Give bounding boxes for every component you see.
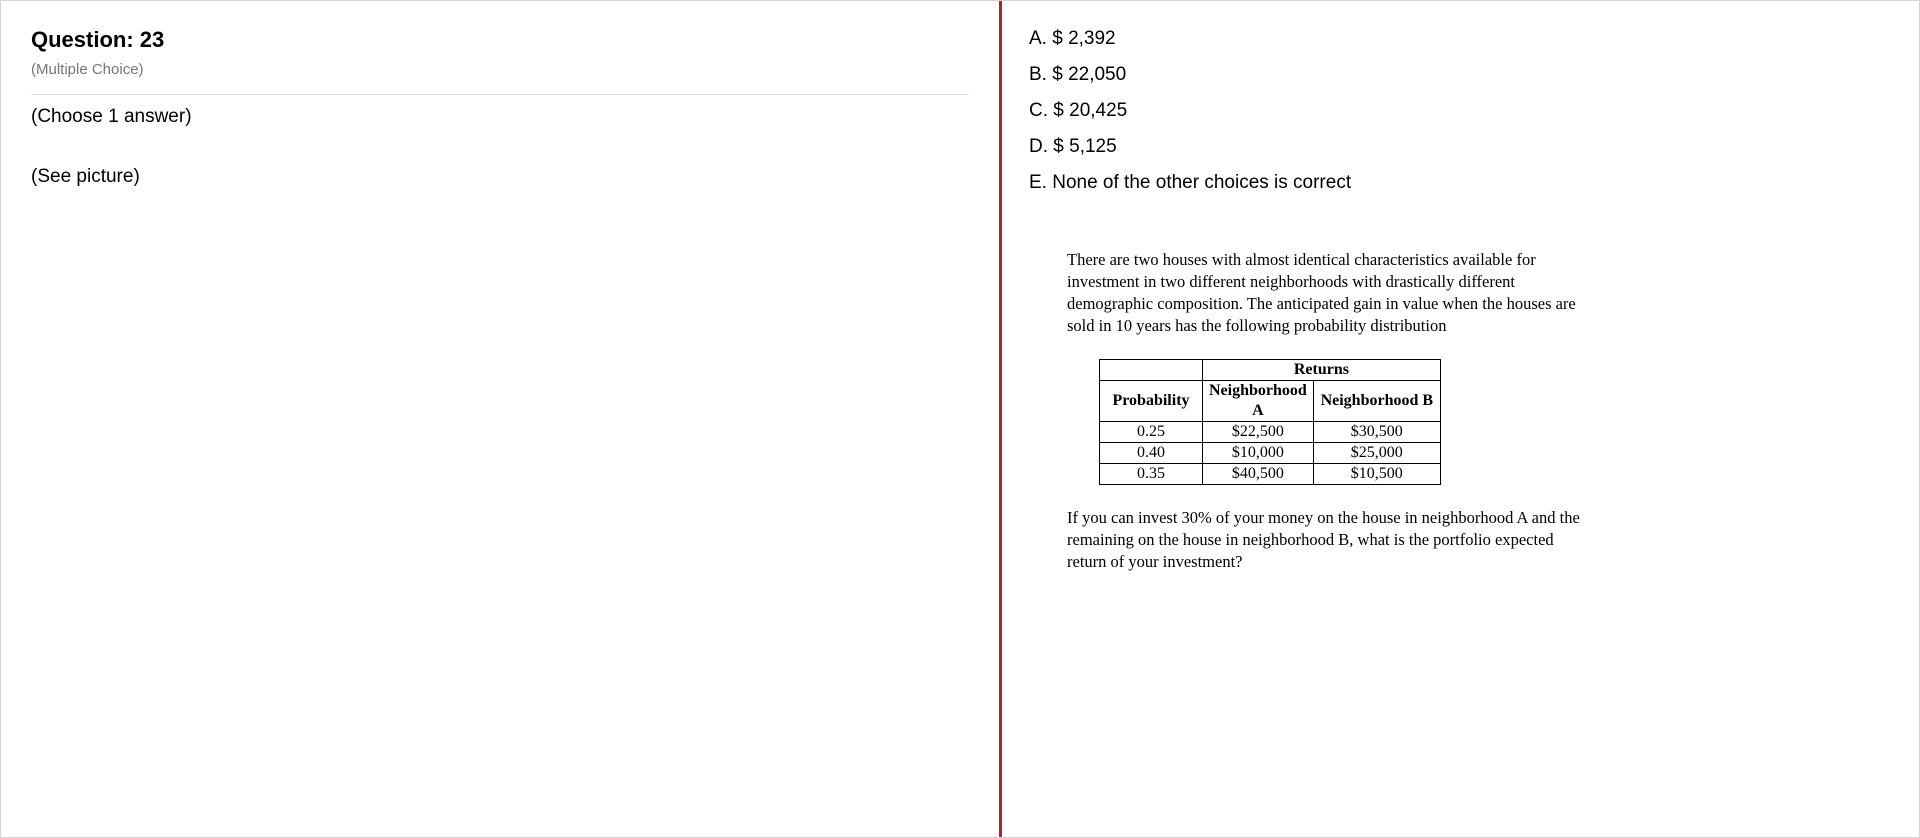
question-title: Question: 23: [31, 27, 165, 52]
choice-e[interactable]: E. None of the other choices is correct: [1029, 172, 1352, 193]
returns-group-header: Returns: [1203, 360, 1441, 381]
answer-choices: [1029, 28, 1351, 208]
question-pane: [1, 1, 999, 837]
question-divider: [31, 94, 969, 95]
table-cell: $22,500: [1203, 422, 1314, 443]
question-picture: [1067, 249, 1587, 573]
answer-pane: [1002, 1, 1919, 837]
choice-a[interactable]: A. $ 2,392: [1029, 28, 1116, 49]
table-corner-cell: [1100, 360, 1203, 381]
choice-b[interactable]: B. $ 22,050: [1029, 64, 1127, 85]
table-header-row: [1100, 360, 1441, 381]
table-cell: 0.25: [1100, 422, 1203, 443]
table-cell: $30,500: [1313, 422, 1440, 443]
neighborhood-b-header: Neighborhood B: [1313, 381, 1440, 422]
table-cell: $10,500: [1313, 464, 1440, 485]
choice-d[interactable]: D. $ 5,125: [1029, 136, 1117, 157]
choice-c[interactable]: C. $ 20,425: [1029, 100, 1128, 121]
table-row: [1100, 443, 1441, 464]
returns-table: [1099, 359, 1441, 485]
table-row: [1100, 464, 1441, 485]
picture-intro-text: There are two houses with almost identical characteristics available for investment in two different neighborhoods with drastically different demographic composition. The anticipated gain in value when the houses are sold in 10 years has the following probability distribution: [1067, 250, 1576, 335]
table-cell: $10,000: [1203, 443, 1314, 464]
see-picture-note: (See picture): [31, 166, 140, 187]
question-instruction: (Choose 1 answer): [31, 106, 192, 127]
picture-question-text: If you can invest 30% of your money on the house in neighborhood A and the remaining on the house in neighborhood B, what is the portfolio expected return of your investment?: [1067, 508, 1580, 571]
table-cell: $40,500: [1203, 464, 1314, 485]
table-cell: 0.35: [1100, 464, 1203, 485]
neighborhood-a-header: Neighborhood A: [1203, 381, 1314, 422]
question-type: (Multiple Choice): [31, 61, 144, 78]
probability-header: Probability: [1100, 381, 1203, 422]
table-row: [1100, 422, 1441, 443]
table-cell: 0.40: [1100, 443, 1203, 464]
table-header-row: [1100, 381, 1441, 422]
table-cell: $25,000: [1313, 443, 1440, 464]
